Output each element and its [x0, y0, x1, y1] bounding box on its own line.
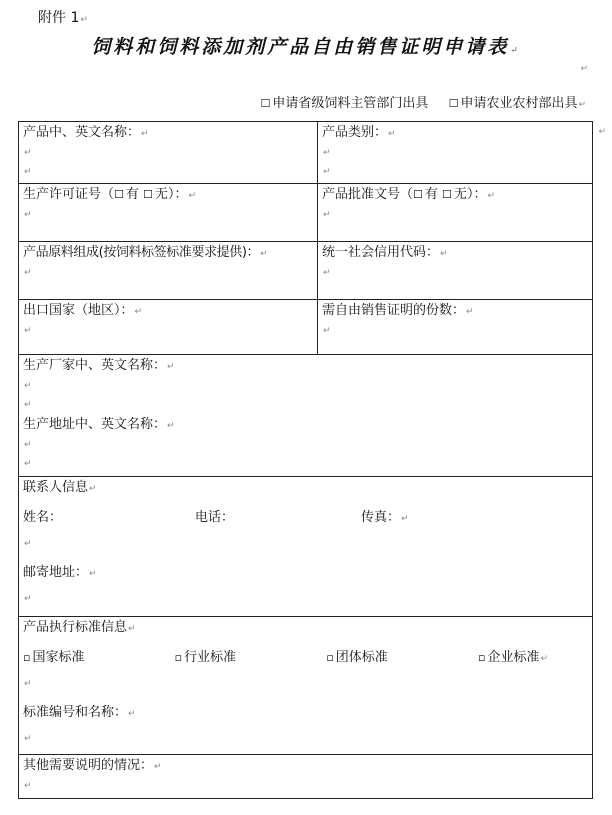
production-license-cell[interactable]: 生产许可证号（☐ 有 ☐ 无）：↵ ↵: [19, 184, 318, 242]
checkbox-icon[interactable]: ☐: [143, 188, 153, 201]
issuer-option-ministry[interactable]: ☐ 申请农业农村部出具: [448, 96, 578, 111]
standard-title: 产品执行标准信息↵: [23, 620, 136, 635]
export-country-cell[interactable]: 出口国家（地区）：↵ ↵: [19, 300, 318, 355]
standard-option-industry[interactable]: ▫ 行业标准: [174, 650, 237, 665]
contact-phone-field[interactable]: 电话：: [195, 510, 235, 525]
product-category-cell[interactable]: 产品类别：↵ ↵ ↵ ↵: [318, 122, 593, 184]
standard-option-enterprise[interactable]: ▫ 企业标准↵: [477, 650, 548, 665]
issuer-options: [261, 92, 586, 111]
checkbox-icon[interactable]: ☐: [448, 97, 459, 110]
checkbox-icon[interactable]: ▫: [477, 651, 486, 664]
issuer-option-provincial[interactable]: ☐ 申请省级饲料主管部门出具: [260, 96, 429, 111]
ingredients-cell[interactable]: 产品原料组成(按饲料标签标准要求提供)：↵ ↵: [19, 242, 318, 300]
checkbox-icon[interactable]: ▫: [174, 651, 183, 664]
checkbox-icon[interactable]: ▫: [326, 651, 334, 664]
product-name-cell[interactable]: 产品中、英文名称：↵ ↵ ↵: [19, 122, 318, 184]
other-info-cell[interactable]: 其他需要说明的情况：↵ ↵: [19, 755, 593, 799]
credit-code-cell[interactable]: 统一社会信用代码：↵ ↵: [318, 242, 593, 300]
contact-name-field[interactable]: 姓名：: [23, 510, 63, 525]
approval-number-cell[interactable]: 产品批准文号（☐ 有 ☐ 无）：↵ ↵: [318, 184, 593, 242]
checkbox-icon[interactable]: ▫: [23, 651, 31, 664]
contact-cell[interactable]: 联系人信息↵ 姓名： 电话： 传真：↵ ↵ 邮寄地址：↵ ↵: [19, 477, 593, 617]
copies-cell[interactable]: 需自由销售证明的份数：↵ ↵: [318, 300, 593, 355]
manufacturer-cell[interactable]: 生产厂家中、英文名称：↵ ↵ ↵ 生产地址中、英文名称：↵ ↵ ↵: [19, 355, 593, 477]
checkbox-icon[interactable]: ☐: [114, 188, 124, 201]
attachment-label: 附件 1↵: [38, 10, 88, 26]
contact-title: 联系人信息↵: [23, 480, 97, 495]
standard-option-national[interactable]: ▫ 国家标准: [23, 650, 85, 665]
paragraph-mark-icon: ↵: [580, 64, 588, 74]
standard-cell[interactable]: 产品执行标准信息↵ ▫ 国家标准 ▫ 行业标准 ▫ 团体标准 ▫ 企业标准↵ ↵ 标准编号和名称：↵ ↵: [19, 617, 593, 755]
checkbox-icon[interactable]: ☐: [413, 188, 423, 201]
mailing-address-field[interactable]: 邮寄地址：↵: [23, 565, 97, 580]
paragraph-mark-icon: ↵: [80, 15, 88, 25]
form-title: 饲料和饲料添加剂产品自由销售证明申请表↵: [91, 36, 521, 58]
contact-fax-field[interactable]: 传真：↵: [361, 510, 409, 525]
checkbox-icon[interactable]: ☐: [260, 97, 271, 110]
standard-number-field[interactable]: 标准编号和名称：↵: [23, 705, 136, 720]
checkbox-icon[interactable]: ☐: [442, 188, 452, 201]
standard-option-group[interactable]: ▫ 团体标准: [326, 650, 388, 665]
application-form: [18, 121, 606, 799]
paragraph-mark-icon: ↵: [578, 100, 586, 110]
paragraph-mark-icon: ↵: [510, 46, 521, 56]
